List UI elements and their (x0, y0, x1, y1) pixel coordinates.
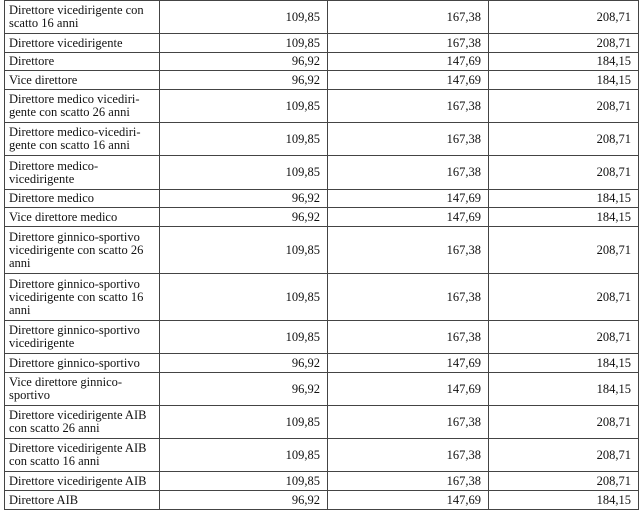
value-col-1: 96,92 (160, 190, 328, 208)
value-col-2: 167,38 (328, 34, 489, 53)
value-col-2: 167,38 (328, 321, 489, 354)
role-label: Direttore ginnico-sportivo vicedirigente con scatto 26 anni (5, 227, 160, 274)
value-col-1: 109,85 (160, 321, 328, 354)
value-col-3: 184,15 (489, 190, 639, 208)
role-label: Direttore medico vicediri-gente con scatto 26 anni (5, 90, 160, 123)
role-label: Direttore vicedirigente AIB (5, 472, 160, 491)
value-col-3: 208,71 (489, 34, 639, 53)
value-col-2: 167,38 (328, 406, 489, 439)
value-col-3: 184,15 (489, 208, 639, 227)
value-col-2: 167,38 (328, 156, 489, 190)
table-row (5, 53, 639, 71)
value-col-1: 109,85 (160, 90, 328, 123)
value-col-3: 208,71 (489, 472, 639, 491)
table-row (5, 491, 639, 510)
value-col-3: 208,71 (489, 90, 639, 123)
value-col-2: 167,38 (328, 90, 489, 123)
value-col-2: 147,69 (328, 208, 489, 227)
value-col-3: 208,71 (489, 439, 639, 472)
table-row (5, 123, 639, 156)
role-label: Vice direttore ginnico-sportivo (5, 373, 160, 406)
table-row (5, 90, 639, 123)
value-col-1: 109,85 (160, 34, 328, 53)
table-row (5, 34, 639, 53)
table-row (5, 156, 639, 190)
value-col-2: 147,69 (328, 190, 489, 208)
value-col-3: 208,71 (489, 406, 639, 439)
table-row (5, 71, 639, 90)
value-col-3: 208,71 (489, 1, 639, 34)
table-row (5, 354, 639, 373)
table-row (5, 274, 639, 321)
value-col-1: 96,92 (160, 373, 328, 406)
value-col-1: 109,85 (160, 123, 328, 156)
value-col-2: 167,38 (328, 227, 489, 274)
role-label: Vice direttore medico (5, 208, 160, 227)
role-label: Direttore medico-vicediri-gente con scatto 16 anni (5, 123, 160, 156)
value-col-1: 109,85 (160, 274, 328, 321)
table-row (5, 472, 639, 491)
table-row (5, 190, 639, 208)
role-label: Direttore medico (5, 190, 160, 208)
value-col-3: 208,71 (489, 123, 639, 156)
value-col-2: 167,38 (328, 274, 489, 321)
value-col-1: 109,85 (160, 1, 328, 34)
value-col-2: 147,69 (328, 354, 489, 373)
value-col-2: 167,38 (328, 1, 489, 34)
table-row (5, 1, 639, 34)
role-label: Direttore vicedirigente con scatto 16 anni (5, 1, 160, 34)
value-col-1: 109,85 (160, 156, 328, 190)
value-col-2: 147,69 (328, 373, 489, 406)
value-col-3: 184,15 (489, 53, 639, 71)
value-col-2: 147,69 (328, 71, 489, 90)
value-col-3: 184,15 (489, 354, 639, 373)
role-label: Vice direttore (5, 71, 160, 90)
table-row (5, 439, 639, 472)
value-col-1: 109,85 (160, 406, 328, 439)
role-label: Direttore ginnico-sportivo vicedirigente (5, 321, 160, 354)
table-row (5, 321, 639, 354)
role-label: Direttore AIB (5, 491, 160, 510)
value-col-3: 184,15 (489, 71, 639, 90)
role-label: Direttore vicedirigente (5, 34, 160, 53)
value-col-2: 167,38 (328, 123, 489, 156)
value-col-3: 184,15 (489, 491, 639, 510)
value-col-3: 208,71 (489, 274, 639, 321)
value-col-3: 184,15 (489, 373, 639, 406)
role-label: Direttore (5, 53, 160, 71)
value-col-2: 167,38 (328, 472, 489, 491)
value-col-3: 208,71 (489, 227, 639, 274)
value-col-2: 147,69 (328, 491, 489, 510)
value-col-3: 208,71 (489, 156, 639, 190)
value-col-1: 96,92 (160, 491, 328, 510)
role-label: Direttore vicedirigente AIB con scatto 26 anni (5, 406, 160, 439)
role-label: Direttore ginnico-sportivo (5, 354, 160, 373)
value-col-1: 96,92 (160, 208, 328, 227)
table-row (5, 406, 639, 439)
pay-table (4, 0, 639, 510)
role-label: Direttore ginnico-sportivo vicedirigente con scatto 16 anni (5, 274, 160, 321)
value-col-1: 109,85 (160, 472, 328, 491)
table-row (5, 208, 639, 227)
table-row (5, 227, 639, 274)
role-label: Direttore medico-vicedirigente (5, 156, 160, 190)
value-col-1: 96,92 (160, 53, 328, 71)
value-col-2: 167,38 (328, 439, 489, 472)
value-col-1: 96,92 (160, 354, 328, 373)
value-col-1: 109,85 (160, 227, 328, 274)
table-row (5, 373, 639, 406)
role-label: Direttore vicedirigente AIB con scatto 16 anni (5, 439, 160, 472)
value-col-2: 147,69 (328, 53, 489, 71)
value-col-3: 208,71 (489, 321, 639, 354)
value-col-1: 109,85 (160, 439, 328, 472)
value-col-1: 96,92 (160, 71, 328, 90)
